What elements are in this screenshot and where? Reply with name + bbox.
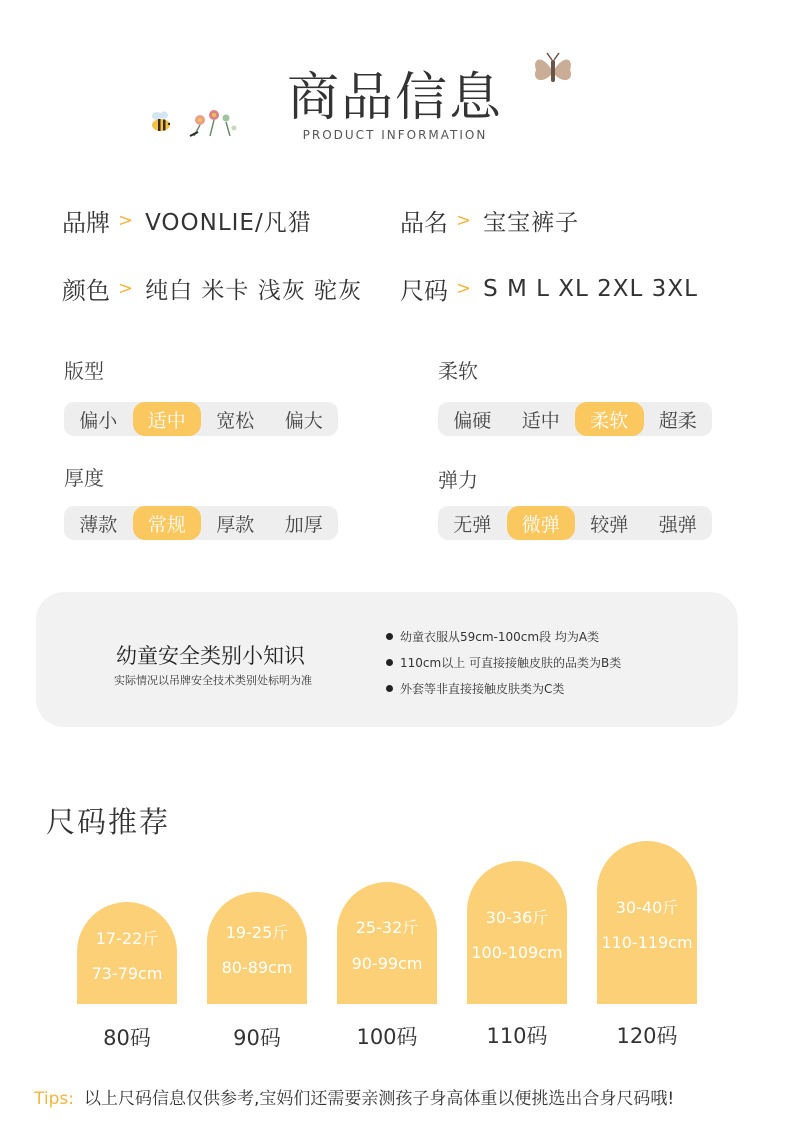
page-subtitle: PRODUCT INFORMATION [302, 128, 488, 142]
brand-row [62, 203, 312, 238]
attr-title: 柔软 [438, 359, 478, 383]
attr-option: 超柔 [658, 409, 697, 432]
size-section-title: 尺码推荐 [46, 805, 171, 839]
attr-group-fit [64, 355, 338, 436]
size-card [207, 892, 307, 1004]
brand-value: VOONLIE/凡猎 [145, 210, 312, 236]
safety-bullet: 110cm以上 可直接接触皮肤的品类为B类 [386, 654, 621, 671]
attr-group-thickness [64, 462, 338, 540]
attr-bar [64, 506, 338, 540]
attr-option: 较弹 [590, 513, 629, 536]
name-label: 品名 [400, 209, 448, 237]
size-weight: 25-32斤 [355, 918, 419, 937]
size-height: 110-119cm [601, 933, 693, 952]
name-row [400, 203, 579, 238]
size-height: 100-109cm [471, 943, 563, 962]
chevron-right-icon: > [118, 210, 134, 231]
size-value: S M L XL 2XL 3XL [483, 275, 698, 302]
size-card [597, 841, 697, 1004]
attr-option-active: 适中 [133, 402, 202, 436]
attr-option-active: 常规 [133, 506, 202, 540]
safety-subtitle: 实际情况以吊牌安全技术类别处标明为准 [114, 674, 312, 687]
attr-option: 适中 [521, 409, 560, 432]
chevron-right-icon: > [456, 210, 472, 231]
size-weight: 30-36斤 [485, 908, 549, 927]
bullet-dot-icon [386, 659, 393, 666]
attr-bar [438, 506, 712, 540]
bullet-dot-icon [386, 685, 393, 692]
brand-label: 品牌 [62, 209, 110, 237]
color-label: 颜色 [62, 277, 110, 305]
size-height: 90-99cm [351, 954, 423, 973]
chevron-right-icon: > [118, 278, 134, 299]
tips-text: 以上尺码信息仅供参考,宝妈们还需要亲测孩子身高体重以便挑选出合身尺码哦! [83, 1089, 675, 1109]
attr-option: 薄款 [79, 513, 118, 536]
chevron-right-icon: > [456, 278, 472, 299]
attr-option-active: 微弹 [507, 506, 576, 540]
size-height: 80-89cm [221, 958, 293, 977]
size-code: 100码 [356, 1025, 418, 1049]
size-code: 120码 [616, 1024, 678, 1048]
size-code: 110码 [486, 1024, 548, 1048]
attr-group-elasticity [438, 464, 712, 540]
size-card [337, 882, 437, 1004]
safety-title: 幼童安全类别小知识 [116, 644, 305, 668]
name-value: 宝宝裤子 [483, 210, 580, 236]
attr-bar [438, 402, 712, 436]
attr-option: 无弹 [453, 513, 492, 536]
size-weight: 30-40斤 [615, 898, 679, 917]
attr-option-active: 柔软 [575, 402, 644, 436]
attr-option: 加厚 [284, 513, 323, 536]
page-title: 商品信息 [286, 68, 503, 128]
attr-option: 偏硬 [453, 409, 492, 432]
size-card [77, 902, 177, 1004]
attr-option: 强弹 [658, 513, 697, 536]
tips-line [34, 1084, 674, 1109]
color-row [62, 271, 362, 306]
attr-option: 宽松 [216, 409, 255, 432]
size-row [400, 271, 698, 306]
attr-option: 厚款 [216, 513, 255, 536]
size-weight: 19-25斤 [225, 923, 289, 942]
size-card [467, 861, 567, 1004]
size-code: 80码 [103, 1026, 151, 1050]
attr-title: 弹力 [438, 468, 478, 492]
bullet-dot-icon [386, 633, 393, 640]
safety-bullet: 幼童衣服从59cm-100cm段 均为A类 [386, 628, 599, 645]
size-code: 90码 [233, 1026, 281, 1050]
color-value: 纯白 米卡 浅灰 驼灰 [145, 278, 363, 304]
size-height: 73-79cm [91, 964, 163, 983]
tips-label: Tips: [34, 1089, 74, 1109]
attr-option: 偏大 [284, 409, 323, 432]
attr-option: 偏小 [79, 409, 118, 432]
attr-title: 版型 [64, 359, 104, 383]
size-weight: 17-22斤 [95, 929, 159, 948]
safety-bullet: 外套等非直接接触皮肤类为C类 [386, 680, 564, 697]
attr-bar [64, 402, 338, 436]
size-label: 尺码 [400, 277, 448, 305]
attr-group-softness [438, 355, 712, 436]
attr-title: 厚度 [64, 466, 104, 490]
